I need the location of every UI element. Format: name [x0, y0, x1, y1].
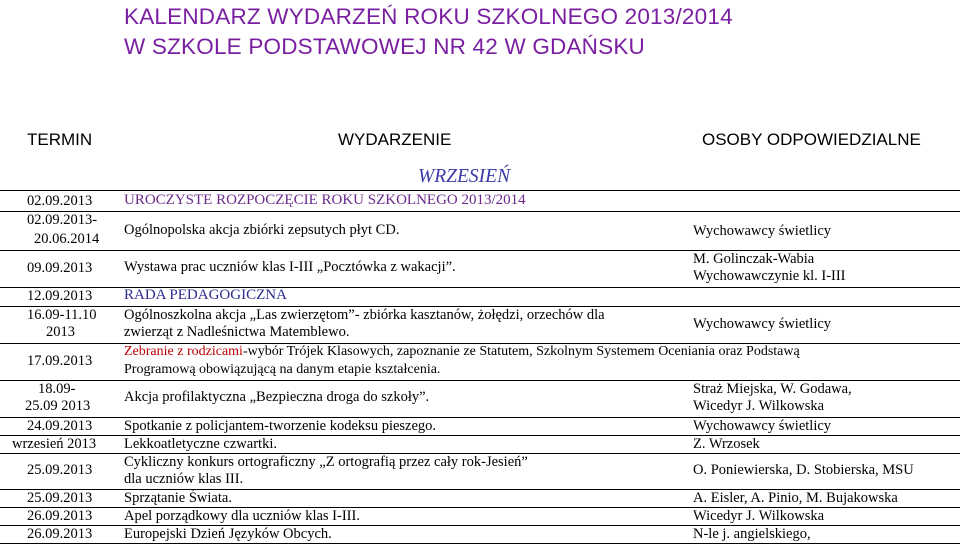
month-heading: WRZESIEŃ — [418, 166, 511, 187]
row-event: UROCZYSTE ROZPOCZĘCIE ROKU SZKOLNEGO 2013/2014 — [124, 192, 526, 208]
meeting-highlight: Zebranie z rodzicami — [124, 344, 243, 359]
row-event: RADA PEDAGOGICZNA — [124, 287, 287, 303]
row-date: 25.09.2013 — [27, 462, 93, 478]
row-date-line1: 02.09.2013- — [27, 212, 98, 228]
row-responsible-line2: Wicedyr J. Wilkowska — [693, 398, 825, 414]
row-event-rest: -wybór Trójek Klasowych, zapoznanie ze Statutem, Szkolnym Systemem Oceniania oraz Podstawą — [242, 344, 800, 359]
header-wydarzenie: WYDARZENIE — [338, 130, 452, 149]
row-event-line1: Ogólnoszkolna akcja „Las zwierzętom”- zbiórka kasztanów, żołędzi, orzechów dla — [124, 307, 605, 323]
row-event: Spotkanie z policjantem-tworzenie kodeksu pieszego. — [124, 418, 437, 434]
row-event: Wystawa prac uczniów klas I-III „Pocztówka z wakacji”. — [124, 259, 456, 275]
row-responsible: O. Poniewierska, D. Stobierska, MSU — [693, 462, 914, 478]
row-date: 26.09.2013 — [27, 526, 93, 542]
row-date-line1: 16.09-11.10 — [27, 307, 97, 323]
row-responsible: Wicedyr J. Wilkowska — [693, 508, 825, 524]
row-event-line2: Programową obowiązującą na danym etapie kształcenia. — [124, 362, 441, 377]
row-date: wrzesień 2013 — [12, 436, 97, 452]
row-date-line2: 2013 — [46, 324, 75, 340]
row-responsible: Wychowawcy świetlicy — [693, 223, 832, 239]
row-date: 02.09.2013 — [27, 193, 93, 209]
row-responsible: Wychowawcy świetlicy — [693, 418, 832, 434]
row-responsible: A. Eisler, A. Pinio, M. Bujakowska — [693, 490, 898, 506]
row-date: 24.09.2013 — [27, 418, 93, 434]
page-title-line1: KALENDARZ WYDARZEŃ ROKU SZKOLNEGO 2013/2014 — [124, 4, 733, 29]
row-responsible-line1: M. Golinczak-Wabia — [693, 251, 815, 267]
row-responsible: N-le j. angielskiego, — [693, 526, 811, 542]
row-date-line2: 20.06.2014 — [34, 231, 100, 247]
row-event-line1: Cykliczny konkurs ortograficzny „Z ortografią przez cały rok-Jesień” — [124, 454, 528, 470]
header-termin: TERMIN — [27, 130, 93, 149]
row-date-line1: 18.09- — [38, 381, 76, 397]
row-event-line1 — [124, 344, 800, 360]
row-date: 12.09.2013 — [27, 288, 93, 304]
row-date: 25.09.2013 — [27, 490, 93, 506]
row-responsible: Wychowawcy świetlicy — [693, 316, 832, 332]
divider — [0, 211, 960, 212]
row-event: Apel porządkowy dla uczniów klas I-III. — [124, 508, 360, 524]
divider — [0, 250, 960, 251]
row-event: Ogólnopolska akcja zbiórki zepsutych płyt CD. — [124, 222, 400, 238]
row-responsible: Z. Wrzosek — [693, 436, 760, 452]
row-event-line2: dla uczniów klas III. — [124, 471, 244, 487]
row-date-line2: 25.09 2013 — [25, 398, 91, 414]
row-event: Lekkoatletyczne czwartki. — [124, 436, 277, 452]
row-responsible-line1: Straż Miejska, W. Godawa, — [693, 381, 852, 397]
row-date: 09.09.2013 — [27, 260, 93, 276]
page-title-line2: W SZKOLE PODSTAWOWEJ NR 42 W GDAŃSKU — [124, 34, 645, 59]
row-date: 17.09.2013 — [27, 353, 93, 369]
row-responsible-line2: Wychowawczynie kl. I-III — [693, 268, 846, 284]
divider — [0, 190, 960, 191]
row-date: 26.09.2013 — [27, 508, 93, 524]
header-osoby: OSOBY ODPOWIEDZIALNE — [702, 130, 921, 149]
row-event-line2: zwierząt z Nadleśnictwa Matemblewo. — [124, 324, 350, 340]
divider — [0, 543, 960, 544]
row-event: Sprzątanie Świata. — [124, 490, 232, 506]
row-event: Akcja profilaktyczna „Bezpieczna droga do szkoły”. — [124, 389, 430, 405]
row-event: Europejski Dzień Języków Obcych. — [124, 526, 332, 542]
